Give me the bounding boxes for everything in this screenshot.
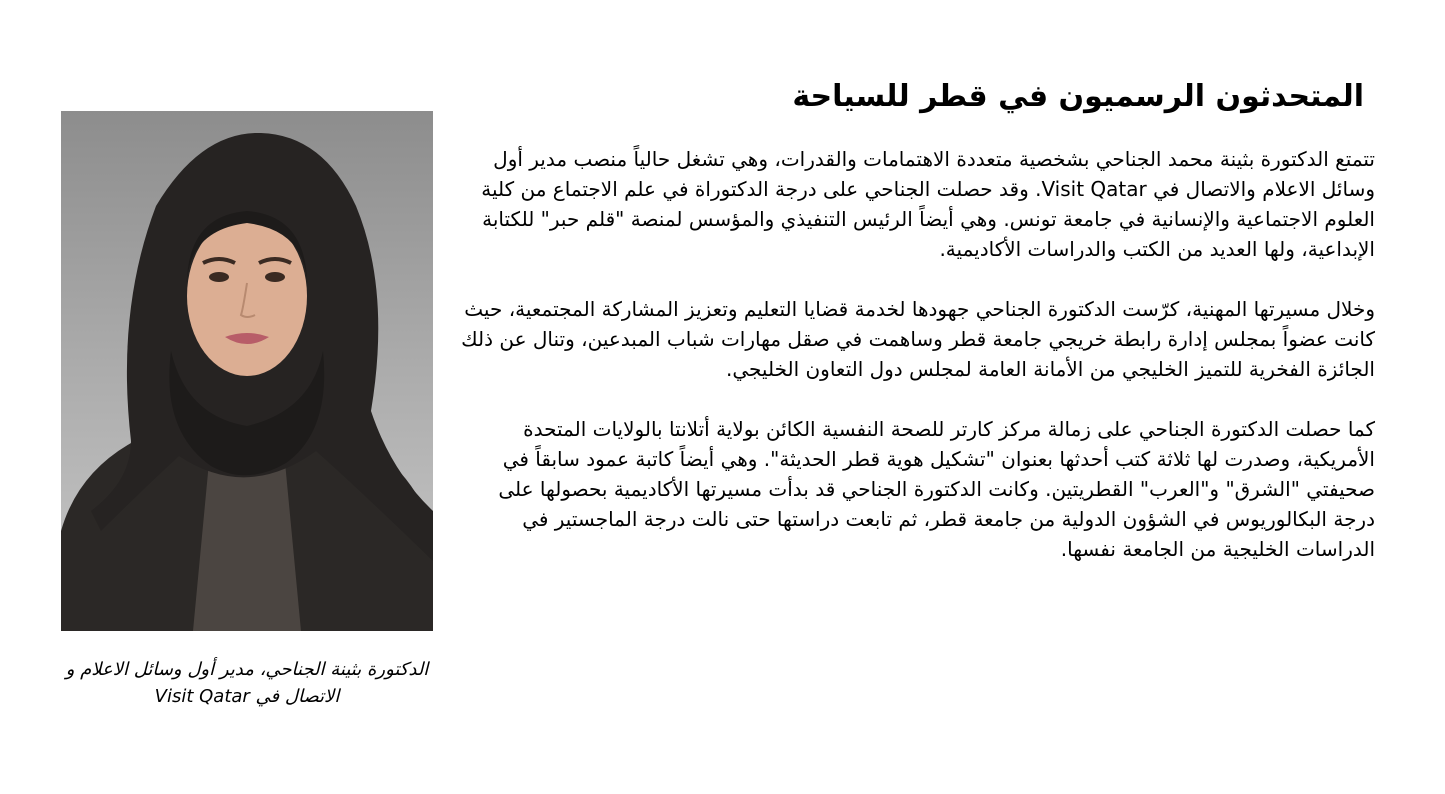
paragraph-2: وخلال مسيرتها المهنية، كرّست الدكتورة الجناحي جهودها لخدمة قضايا التعليم وتعزيز المشاركة المجتمعية، حيث كانت عضواً بمجلس إدارة رابطة خريجي جامعة قطر وساهمت في صقل مهارات شباب المبدعين، وتنال عن ذلك الجائزة الفخرية للتميز الخليجي من الأمانة العامة لمجلس دول التعاون الخليجي. — [461, 297, 1375, 381]
portrait-photo — [61, 111, 433, 631]
portrait-caption: الدكتورة بثينة الجناحي، مدير أول وسائل الاعلام و الاتصال في Visit Qatar — [65, 659, 429, 707]
article-body — [455, 144, 1375, 594]
page-title: المتحدثون الرسميون في قطر للسياحة — [792, 79, 1364, 114]
paragraph-3: كما حصلت الدكتورة الجناحي على زمالة مركز كارتر للصحة النفسية الكائن بولاية أتلانتا بالولايات المتحدة الأمريكية، وصدرت لها ثلاثة كتب أحدثها بعنوان "تشكيل هوية قطر الحديثة". وهي أيضاً كاتبة عمود سابقاً في صحيفتي "الشرق" و"العرب" القطريتين. وكانت الدكتورة الجناحي قد بدأت مسيرتها الأكاديمية بحصولها على درجة البكالوريوس في الشؤون الدولية من جامعة قطر، ثم تابعت دراستها حتى نالت درجة الماجستير في الدراسات الخليجية من الجامعة نفسها. — [498, 417, 1375, 561]
paragraph-1: تتمتع الدكتورة بثينة محمد الجناحي بشخصية متعددة الاهتمامات والقدرات، وهي تشغل حالياً منصب مدير أول وسائل الاعلام والاتصال في Visit Qatar. وقد حصلت الجناحي على درجة الدكتوراة في علم الاجتماع من كلية العلوم الاجتماعية والإنسانية في جامعة تونس. وهي أيضاً الرئيس التنفيذي والمؤسس لمنصة "قلم حبر" للكتابة الإبداعية، ولها العديد من الكتب والدراسات الأكاديمية. — [481, 147, 1375, 261]
